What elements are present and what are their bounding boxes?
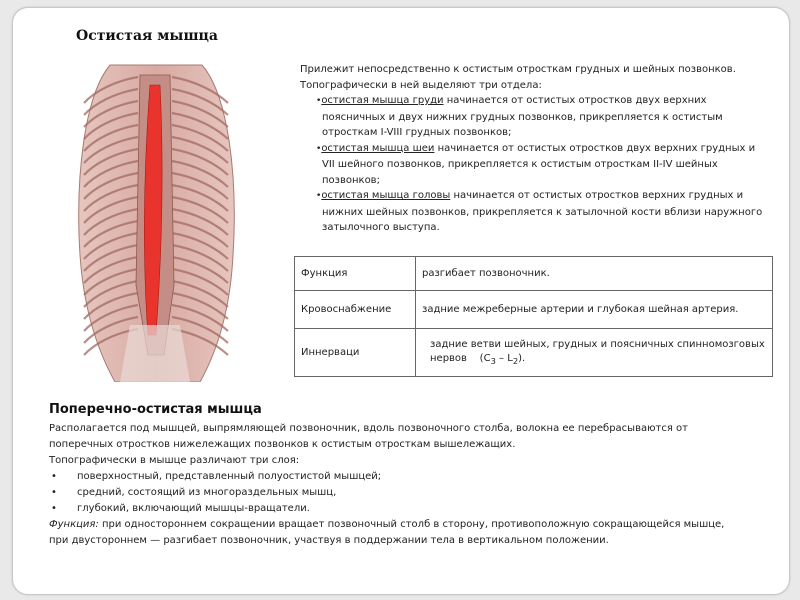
- list-item: • глубокий, включающий мышцы-вращатели.: [51, 503, 310, 514]
- section2-body: [49, 421, 739, 549]
- section2-para1: Располагается под мышцей, выпрямляющей позвоночник, вдоль позвоночного столба, волокна ее перебрасываются от поперечных отростков нижележащих позвонков к остистым отросткам вышележащих.: [49, 423, 688, 450]
- section2-function: Функция: при одностороннем сокращении вращает позвоночный столб в сторону, противоположную сокращающейся мышце, при двустороннем — разгибает позвоночник, участвуя в поддержании тела в вертикальном положении.: [49, 519, 725, 546]
- part-item-cervical: •остистая мышца шеи начинается от остистых отростков двух верхних грудных и VII шейного позвонков, прикрепляется к остистым отросткам II-IV шейных позвонков;: [316, 142, 756, 186]
- part-item-thoracic: •остистая мышца груди начинается от остистых отростков двух верхних поясничных и двух нижних грудных позвонков, прикрепляется к остистым отросткам I-VIII грудных позвонков;: [316, 95, 723, 138]
- back-muscle-anatomy-illustration: [70, 55, 240, 382]
- muscle-info-table: [294, 256, 773, 377]
- part-name: остистая мышца груди: [321, 95, 444, 106]
- list-item: • поверхностный, представленный полуостистой мышцей;: [51, 471, 382, 482]
- table-value: разгибает позвоночник.: [416, 257, 773, 291]
- part-item-head: •остистая мышца головы начинается от остистых отростков верхних грудных и нижних шейных позвонков, прикрепляется к затылочной кости вблизи наружного затылочного выступа.: [316, 190, 763, 233]
- table-key: Кровоснабжение: [295, 291, 416, 329]
- table-row-innervation: [295, 329, 773, 377]
- section1-title: Остистая мышца: [76, 28, 218, 44]
- section1-description: [300, 62, 770, 236]
- table-key: Иннерваци: [295, 329, 416, 377]
- table-value: задние межреберные артерии и глубокая шейная артерия.: [416, 291, 773, 329]
- table-row-function: [295, 257, 773, 291]
- part-name: остистая мышца головы: [321, 190, 451, 201]
- section2-title: Поперечно-остистая мышца: [49, 402, 262, 417]
- table-key: Функция: [295, 257, 416, 291]
- function-label: Функция:: [49, 519, 99, 530]
- table-value: задние ветви шейных, грудных и поясничных спинномозговых нервов $(C_3 - L_2)$.: [416, 329, 773, 377]
- part-name: остистая мышца шеи: [321, 142, 435, 154]
- section2-para2: Топографически в мышце различают три слоя:: [49, 455, 300, 466]
- table-row-blood-supply: [295, 291, 773, 329]
- section1-intro: Прилежит непосредственно к остистым отросткам грудных и шейных позвонков. Топографически в ней выделяют три отдела:: [300, 64, 736, 91]
- list-item: • средний, состоящий из многораздельных мышц,: [51, 487, 337, 498]
